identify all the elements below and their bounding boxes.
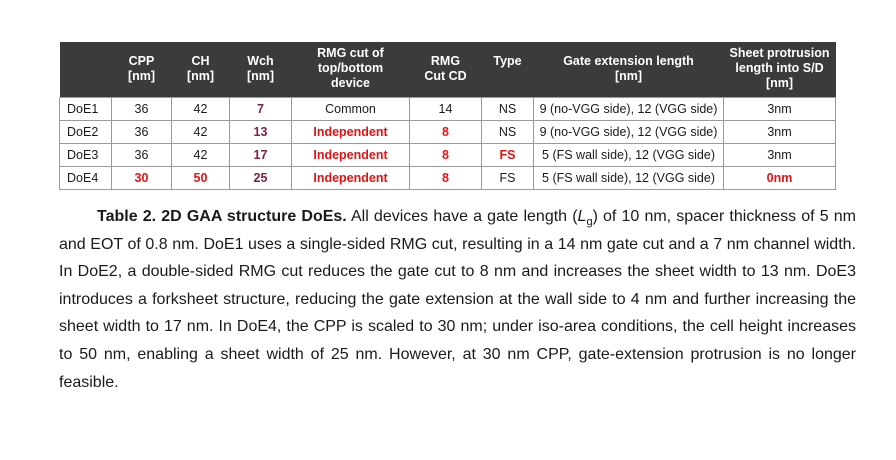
- table-cell: 3nm: [724, 98, 836, 121]
- row-label-cell: DoE2: [60, 121, 112, 144]
- caption-text-part1: All devices have a gate length (: [346, 208, 578, 225]
- column-header: [230, 42, 292, 98]
- column-header-line: RMG cut of: [317, 46, 384, 60]
- table-cell: 9 (no-VGG side), 12 (VGG side): [534, 98, 724, 121]
- table-cell: 8: [410, 144, 482, 167]
- table-cell: 3nm: [724, 121, 836, 144]
- column-header-line: Sheet protrusion: [729, 46, 830, 60]
- row-label-cell: DoE1: [60, 98, 112, 121]
- column-header-line: Type: [493, 53, 522, 68]
- table-cell: 25: [230, 167, 292, 190]
- column-header-line: [nm]: [246, 68, 275, 83]
- column-header-line: CH: [191, 53, 210, 68]
- caption-title: Table 2. 2D GAA structure DoEs.: [97, 208, 347, 225]
- table-cell: 8: [410, 167, 482, 190]
- table-cell: 30: [112, 167, 172, 190]
- column-header: [482, 42, 534, 98]
- table-cell: 36: [112, 144, 172, 167]
- table-row: [60, 167, 836, 190]
- table-cell: 36: [112, 121, 172, 144]
- table-cell: 7: [230, 98, 292, 121]
- table-cell: 42: [172, 144, 230, 167]
- table-cell: 3nm: [724, 144, 836, 167]
- table-cell: Independent: [292, 167, 410, 190]
- gate-length-letter: L: [577, 208, 587, 225]
- table-cell: Independent: [292, 121, 410, 144]
- table-cell: 50: [172, 167, 230, 190]
- table-cell: FS: [482, 167, 534, 190]
- column-header: [112, 42, 172, 98]
- table-caption: [59, 203, 856, 396]
- column-header-line: top/bottom: [317, 61, 384, 75]
- doe-table-container: [59, 42, 835, 190]
- row-label-cell: DoE3: [60, 144, 112, 167]
- table-cell: NS: [482, 121, 534, 144]
- column-header-line: device: [331, 76, 370, 90]
- column-header-line: Gate extension length: [563, 53, 694, 68]
- table-row: [60, 121, 836, 144]
- column-header-line: [nm]: [614, 68, 643, 83]
- table-row: [60, 98, 836, 121]
- column-header: [724, 42, 836, 98]
- column-header: [60, 42, 112, 98]
- column-header-line: [nm]: [186, 68, 215, 83]
- table-cell: 5 (FS wall side), 12 (VGG side): [534, 167, 724, 190]
- table-cell: 0nm: [724, 167, 836, 190]
- column-header-line: length into S/D: [735, 61, 824, 75]
- table-cell: FS: [482, 144, 534, 167]
- table-cell: 5 (FS wall side), 12 (VGG side): [534, 144, 724, 167]
- table-cell: 14: [410, 98, 482, 121]
- column-header-line: [nm]: [127, 68, 156, 83]
- row-label-cell: DoE4: [60, 167, 112, 190]
- table-cell: 42: [172, 121, 230, 144]
- table-cell: 9 (no-VGG side), 12 (VGG side): [534, 121, 724, 144]
- table-body: [60, 98, 836, 190]
- table-cell: Common: [292, 98, 410, 121]
- table-cell: 13: [230, 121, 292, 144]
- gate-length-symbol: [577, 208, 593, 229]
- column-header: [292, 42, 410, 98]
- caption-text-part2: ) of 10 nm, spacer thickness of 5 nm and EOT of 0.8 nm. DoE1 uses a single-sided RMG cut, resulting in a 14 nm gate cut and a 7 nm channel width. In DoE2, a double-sided RMG cut reduces the gate cut to 8 nm and increases the sheet width to 13 nm. DoE3 introduces a forksheet structure, reducing the gate extension at the wall side to 4 nm and further increasing the sheet width to 17 nm. In DoE4, the CPP is scaled to 30 nm; under iso-area conditions, the cell height increases to 50 nm, enabling a sheet width of 25 nm. However, at 30 nm CPP, gate-extension protrusion is no longer feasible.: [59, 208, 857, 391]
- table-cell: NS: [482, 98, 534, 121]
- gate-length-subscript: g: [586, 216, 593, 229]
- column-header: [410, 42, 482, 98]
- table-cell: Independent: [292, 144, 410, 167]
- column-header: [534, 42, 724, 98]
- column-header-line: [nm]: [765, 76, 794, 90]
- doe-table: [59, 42, 836, 190]
- table-cell: 17: [230, 144, 292, 167]
- column-header: [172, 42, 230, 98]
- column-header-line: RMG: [430, 53, 461, 68]
- table-cell: 8: [410, 121, 482, 144]
- column-header-line: CPP: [128, 53, 155, 68]
- column-header-line: Wch: [247, 53, 274, 68]
- column-header-line: Cut CD: [424, 68, 467, 83]
- table-cell: 36: [112, 98, 172, 121]
- table-cell: 42: [172, 98, 230, 121]
- table-header-row: [60, 42, 836, 98]
- table-row: [60, 144, 836, 167]
